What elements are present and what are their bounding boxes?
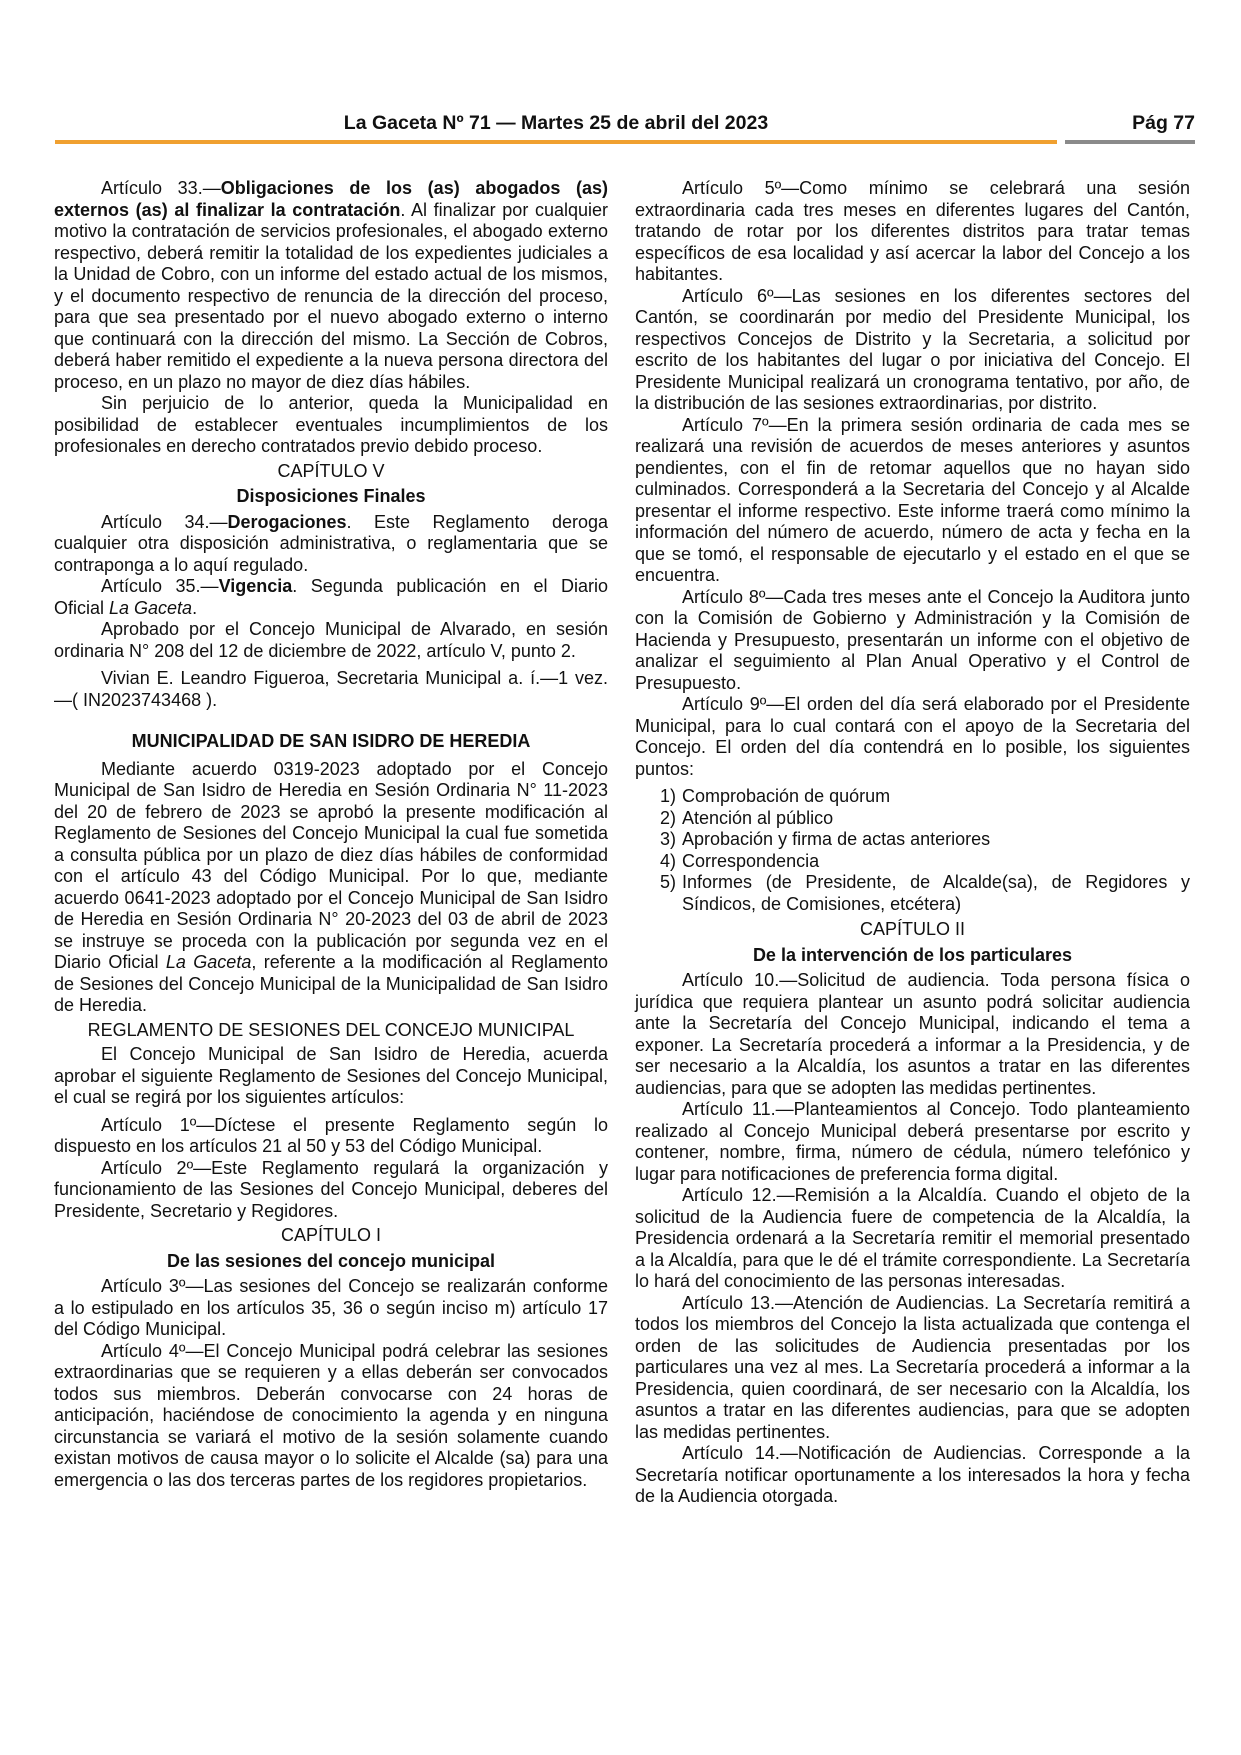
section-title: MUNICIPALIDAD DE SAN ISIDRO DE HEREDIA (131, 731, 531, 751)
article-2: Artículo 2º—Este Reglamento regulará la organización y funcionamiento de las Sesiones del Concejo Municipal, deberes del Presidente, Secretario y Regidores. (54, 1157, 608, 1221)
header-rule-orange (55, 140, 1057, 144)
chapter-title: De las sesiones del concejo municipal (166, 1250, 496, 1271)
chapter-heading: CAPÍTULO I (280, 1225, 382, 1245)
article-8: Artículo 8º—Cada tres meses ante el Concejo la Auditora junto con la Comisión de Gobierno y Administración y la Comisión de Hacienda y Presupuesto, presentarán un informe con el objetivo de analizar el seguimiento al Plan Anual Operativo y el Control de Presupuesto. (635, 586, 1190, 693)
list-item: 3) Aprobación y firma de actas anteriores (659, 829, 991, 849)
article-33: Artículo 33.—Obligaciones de los (as) abogados (as) externos (as) al finalizar la contratación. Al finalizar por cualquier motivo la contratación de servicios profesionales, el abogado externo respectivo, deberá remitir la totalidad de los expedientes judiciales a la Unidad de Cobro, con un informe del estado actual de los mismos, y el documento respectivo de renuncia de la dirección del proceso, para que sea presentado por el nuevo abogado externo o interno que continuará con la dirección del mismo. La Sección de Cobros, deberá haber remitido el expediente a la nueva persona directora del proceso, en un plazo no mayor de diez días hábiles. (54, 178, 609, 392)
list-item: 1) Comprobación de quórum (659, 786, 891, 806)
article-4: Artículo 4º—El Concejo Municipal podrá celebrar las sesiones extraordinarias que se requieren y a ellas deberán ser convocados todos sus miembros. Deberán convocarse con 24 horas de anticipación, haciéndose de conocimiento la agenda y en ninguna circunstancia se variará el motivo de la sesión solamente cuando existan motivos de causa mayor o lo solicite el Alcalde (sa) para una emergencia o las dos terceras partes de los regidores propietarios. (54, 1340, 608, 1490)
municipality-notice: Mediante acuerdo 0319-2023 adoptado por el Concejo Municipal de San Isidro de Heredia en Sesión Ordinaria N° 11-2023 del 20 de febrero de 2023 se aprobó la presente modificación al Reglamento de Sesiones del Concejo Municipal la cual fue sometida a consulta pública por un plazo de diez días hábiles de conformidad con el artículo 43 del Código Municipal. Por lo que, mediante acuerdo 0641-2023 adoptado por el Concejo Municipal de San Isidro de Heredia en Sesión Ordinaria N° 20-2023 del 03 de abril de 2023 se instruye se proceda con la publicación por segunda vez en el Diario Oficial La Gaceta, referente a la modificación al Reglamento de Sesiones del Concejo Municipal de la Municipalidad de San Isidro de Heredia. (54, 758, 609, 1015)
chapter-heading: CAPÍTULO II (859, 919, 966, 939)
article-11: Artículo 11.—Planteamientos al Concejo. Todo planteamiento realizado al Concejo Municipal deberá presentarse por escrito y contener, nombre, firma, número de cédula, número telefónico y lugar para notificaciones de preferencia forma digital. (635, 1099, 1190, 1184)
article-13: Artículo 13.—Atención de Audiencias. La Secretaría remitirá a todos los miembros del Concejo la lista actualizada que contenga el orden de las solicitudes de Audiencia presentadas por los particulares una vez al mes. La Secretaría procederá a informar a la Presidencia, quien coordinará, de ser necesario con la Alcaldía, los asuntos a tratar en las diferentes audiencias, para que se adopten las medidas pertinentes. (635, 1292, 1190, 1442)
article-34: Artículo 34.—Derogaciones. Este Reglamento deroga cualquier otra disposición administrativa, o reglamentaria que se contraponga a lo aquí regulado. (54, 511, 608, 575)
regulation-intro: El Concejo Municipal de San Isidro de Heredia, acuerda aprobar el siguiente Reglamento de Sesiones del Concejo Municipal, el cual se regirá por los siguientes artículos: (54, 1044, 608, 1107)
page-number: Pág 77 (1132, 112, 1195, 134)
publication-title: La Gaceta Nº 71 — Martes 25 de abril del 2023 (343, 112, 769, 134)
list-item: 5) Informes (de Presidente, de Alcalde(sa), de Regidores y Síndicos, de Comisiones, etcétera) (659, 872, 1190, 914)
chapter-heading: CAPÍTULO V (277, 460, 385, 481)
right-column (635, 178, 1190, 1508)
agenda-list (635, 786, 1190, 915)
approval-note: Aprobado por el Concejo Municipal de Alvarado, en sesión ordinaria N° 208 del 12 de diciembre de 2022, artículo V, punto 2. (54, 619, 608, 661)
signature-line: Vivian E. Leandro Figueroa, Secretaria Municipal a. í.—1 vez.—( IN2023743468 ). (54, 668, 608, 710)
list-item: 4) Correspondencia (659, 850, 820, 871)
article-7: Artículo 7º—En la primera sesión ordinaria de cada mes se realizará una revisión de acuerdos de meses anteriores y asuntos pendientes, con el fin de retomar aquellos que no hayan sido culminados. Corresponderá a la Secretaria del Concejo y al Alcalde presentar el informe respectivo. Este informe traerá como mínimo la información del número de acuerdo, número de acta y fecha en la que se tomó, el responsable de ejecutarlo y el estado en el que se encuentra. (635, 414, 1190, 585)
article-33-paragraph-2: Sin perjuicio de lo anterior, queda la Municipalidad en posibilidad de establecer eventuales incumplimientos de los profesionales en derecho contratados previo debido proceso. (54, 393, 608, 456)
article-9: Artículo 9º—El orden del día será elaborado por el Presidente Municipal, para lo cual contará con el apoyo de la Secretaria del Concejo. El orden del día contendrá en lo posible, los siguientes puntos: (635, 694, 1190, 779)
regulation-title: REGLAMENTO DE SESIONES DEL CONCEJO MUNICIPAL (87, 1019, 575, 1040)
list-item: 2) Atención al público (659, 807, 834, 828)
article-5: Artículo 5º—Como mínimo se celebrará una sesión extraordinaria cada tres meses en diferentes lugares del Cantón, tratando de rotar por los diferentes distritos para tratar temas específicos de esa localidad y así acercar la labor del Concejo a los habitantes. (635, 178, 1190, 284)
article-3: Artículo 3º—Las sesiones del Concejo se realizarán conforme a lo estipulado en los artículos 35, 36 o según inciso m) artículo 17 del Código Municipal. (54, 1276, 608, 1339)
page-header (0, 0, 1241, 150)
left-column (54, 178, 608, 1491)
article-6: Artículo 6º—Las sesiones en los diferentes sectores del Cantón, se coordinarán por medio del Presidente Municipal, los respectivos Concejos de Distrito y la Secretaria, a solicitud por escrito de los habitantes del lugar o por iniciativa del Concejo. El Presidente Municipal realizará un cronograma tentativo, por año, de la distribución de las sesiones extraordinarias, por distrito. (635, 285, 1190, 413)
article-14: Artículo 14.—Notificación de Audiencias. Corresponde a la Secretaría notificar oportunamente a los interesados la hora y fecha de la Audiencia otorgada. (635, 1443, 1190, 1506)
article-1: Artículo 1º—Díctese el presente Reglamento según lo dispuesto en los artículos 21 al 50 y 53 del Código Municipal. (54, 1114, 608, 1156)
article-10: Artículo 10.—Solicitud de audiencia. Toda persona física o jurídica que requiera plantear un asunto podrá solicitar audiencia ante la Secretaría del Concejo Municipal, indicando el tema a exponer. La Secretaría procederá a informar a la Presidencia, y de ser necesario a la Alcaldía, los asuntos a tratar en las diferentes audiencias, para que se adopten las medidas pertinentes. (635, 970, 1190, 1098)
article-12: Artículo 12.—Remisión a la Alcaldía. Cuando el objeto de la solicitud de la Audiencia fuere de competencia de la Alcaldía, la Presidencia ordenará a la Secretaría remitir el memorial presentado a la Alcaldía, para que le dé el trámite correspondiente. La Secretaría lo hará del conocimiento de las personas interesadas. (635, 1185, 1190, 1291)
header-rule-gray (1065, 140, 1195, 144)
chapter-title: Disposiciones Finales (236, 486, 426, 506)
article-35: Artículo 35.—Vigencia. Segunda publicación en el Diario Oficial La Gaceta. (54, 576, 609, 618)
chapter-title: De la intervención de los particulares (752, 944, 1073, 965)
